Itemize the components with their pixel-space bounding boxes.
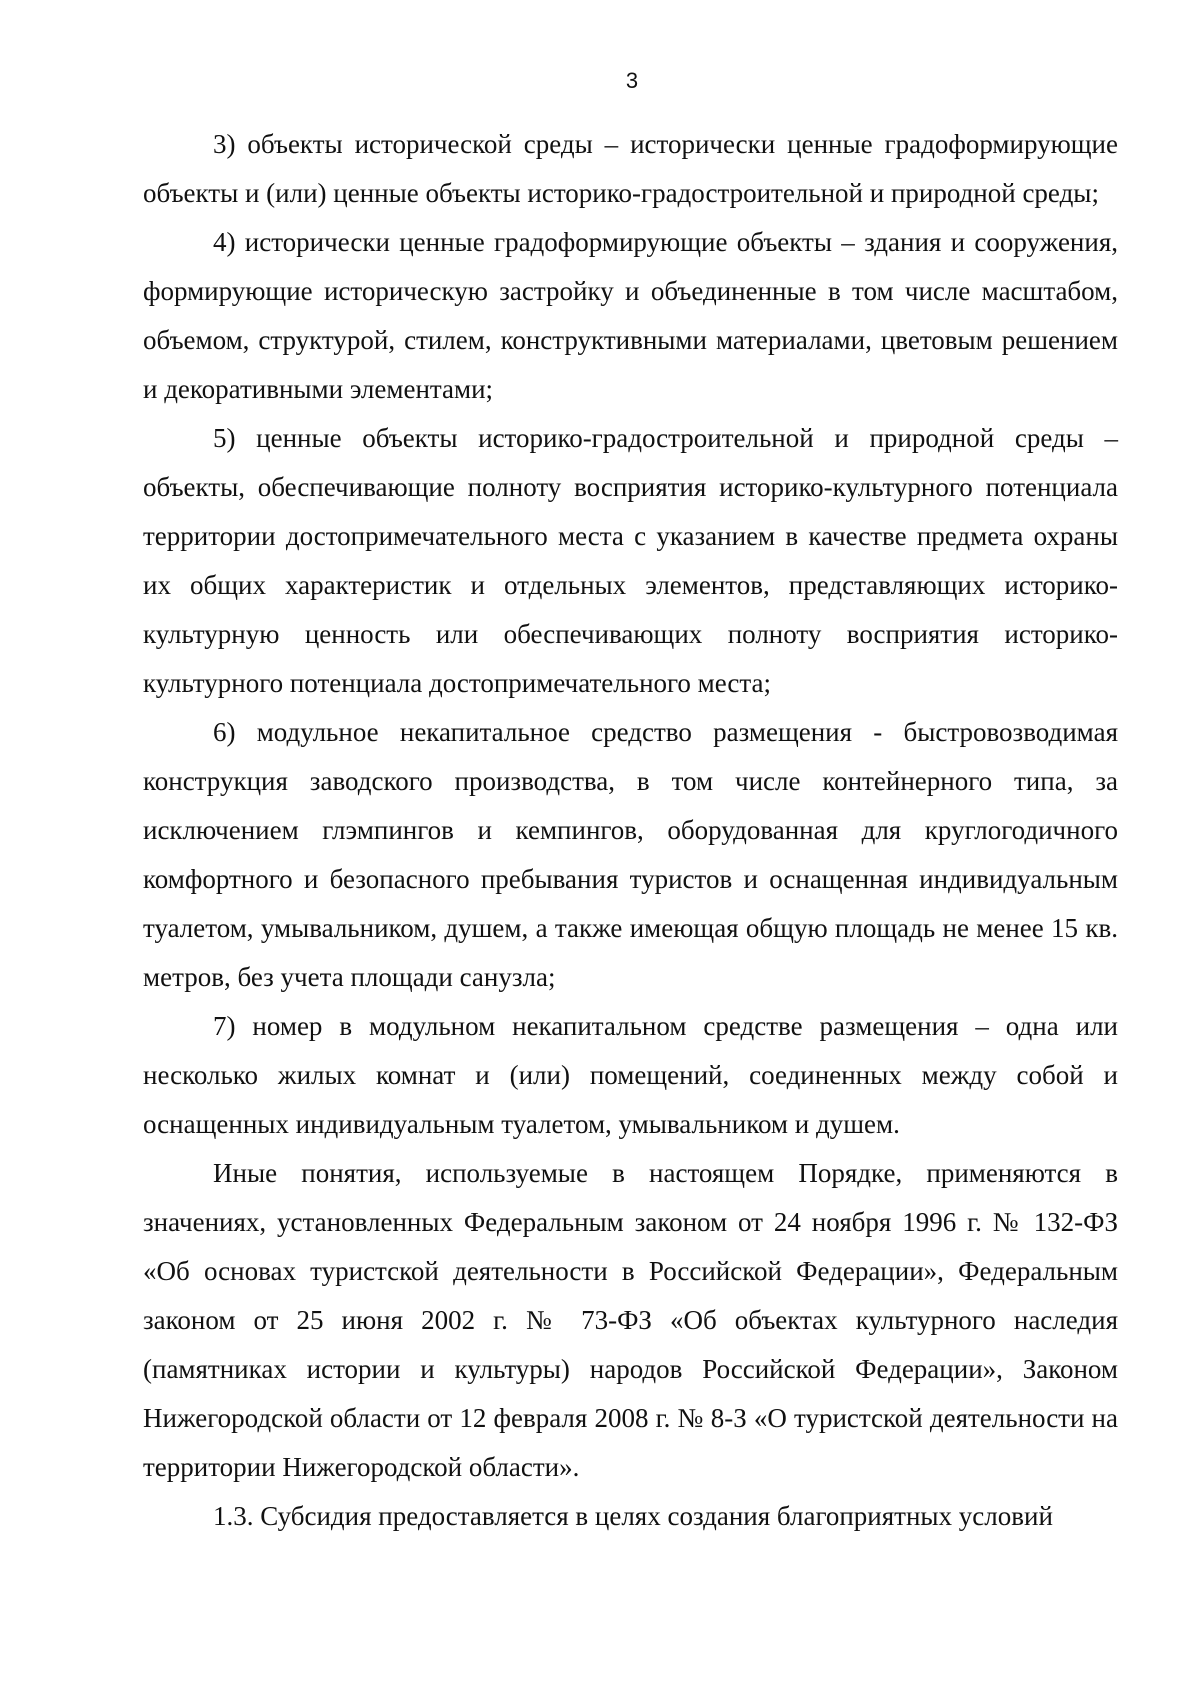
page-number: 3 xyxy=(625,68,639,93)
paragraph-item-6: 6) модульное некапитальное средство размещения - быстровозводимая конструкция заводского производства, в том числе контейнерного типа, за исключением глэмпингов и кемпингов, оборудованная для круглогодичного комфортного и безопасного пребывания туристов и оснащенная индивидуальным туалетом, умывальником, душем, а также имеющая общую площадь не менее 15 кв. метров, без учета площади санузла; xyxy=(143,717,1118,992)
document-body xyxy=(143,120,1118,1541)
paragraph-item-7: 7) номер в модульном некапитальном средстве размещения – одна или несколько жилых комнат и (или) помещений, соединенных между собой и оснащенных индивидуальным туалетом, умывальником и душем. xyxy=(143,1011,1118,1139)
paragraph-item-5: 5) ценные объекты историко-градостроительной и природной среды – объекты, обеспечивающие полноту восприятия историко-культурного потенциала территории достопримечательного места с указанием в качестве предмета охраны их общих характеристик и отдельных элементов, представляющих историко-культурную ценность или обеспечивающих полноту восприятия историко-культурного потенциала достопримечательного места; xyxy=(143,423,1118,698)
paragraph-item-4: 4) исторически ценные градоформирующие объекты – здания и сооружения, формирующие историческую застройку и объединенные в том числе масштабом, объемом, структурой, стилем, конструктивными материалами, цветовым решением и декоративными элементами; xyxy=(143,227,1118,404)
paragraph-1-3: 1.3. Субсидия предоставляется в целях создания благоприятных условий xyxy=(213,1501,1053,1531)
paragraph-other-terms: Иные понятия, используемые в настоящем Порядке, применяются в значениях, установленных Федеральным законом от 24 ноября 1996 г. № 132-ФЗ «Об основах туристской деятельности в Российской Федерации», Федеральным законом от 25 июня 2002 г. № 73-ФЗ «Об объектах культурного наследия (памятниках истории и культуры) народов Российской Федерации», Законом Нижегородской области от 12 февраля 2008 г. № 8-З «О туристской деятельности на территории Нижегородской области». xyxy=(143,1158,1118,1482)
paragraph-item-3: 3) объекты исторической среды – исторически ценные градоформирующие объекты и (или) ценные объекты историко-градостроительной и природной среды; xyxy=(143,129,1118,208)
